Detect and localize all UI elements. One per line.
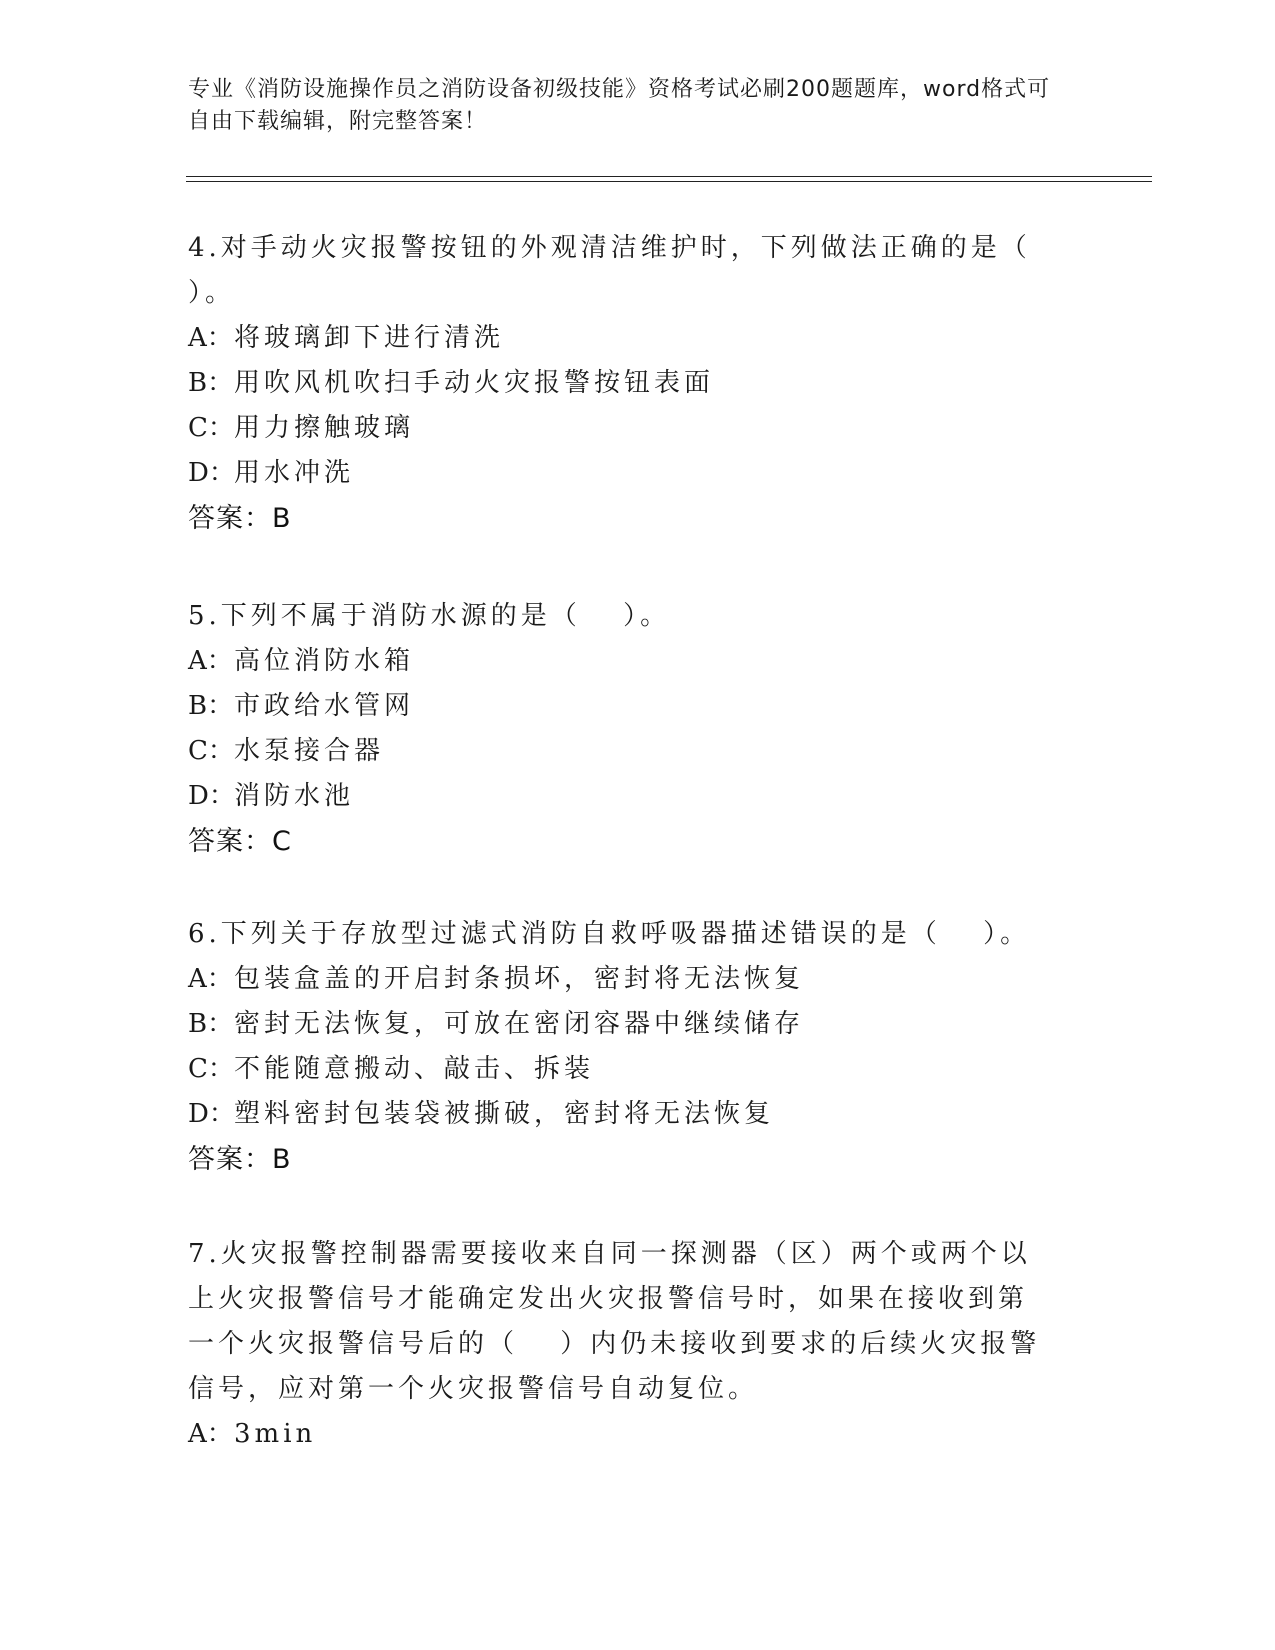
- option-key: B：: [188, 1009, 234, 1039]
- option-key: A：: [188, 964, 233, 994]
- question-stem: 7.火灾报警控制器需要接收来自同一探测器（区）两个或两个以上火灾报警信号才能确定发出火灾报警信号时，如果在接收到第一个火灾报警信号后的（ ）内仍未接收到要求的后续火灾报警信号，应对第一个火灾报警信号自动复位。: [188, 1239, 1041, 1404]
- question-5: [188, 594, 1048, 864]
- option-a: [188, 316, 1048, 361]
- option-text: 用力擦触玻璃: [234, 413, 415, 443]
- question-4: [188, 226, 1074, 541]
- option-b: [188, 1002, 1048, 1047]
- option-a: [188, 639, 1048, 684]
- option-c: [188, 1047, 1048, 1092]
- option-a: [188, 1412, 1048, 1457]
- option-b: [188, 361, 1048, 406]
- option-text: 用吹风机吹扫手动火灾报警按钮表面: [234, 368, 715, 398]
- question-stem: 5.下列不属于消防水源的是（ ）。: [188, 601, 671, 631]
- option-text: 3min: [234, 1419, 317, 1449]
- option-text: 包装盒盖的开启封条损坏，密封将无法恢复: [234, 964, 805, 994]
- option-key: D：: [188, 781, 235, 811]
- option-a: [188, 957, 1048, 1002]
- option-text: 消防水池: [234, 781, 355, 811]
- option-c: [188, 729, 1048, 774]
- header-divider-secondary: [186, 181, 1152, 182]
- option-text: 不能随意搬动、敲击、拆装: [234, 1054, 595, 1084]
- option-d: [188, 774, 1048, 819]
- option-text: 用水冲洗: [234, 458, 355, 488]
- option-key: A：: [188, 646, 233, 676]
- option-text: 市政给水管网: [234, 691, 415, 721]
- option-key: B：: [188, 368, 234, 398]
- option-key: C：: [188, 413, 234, 443]
- question-stem: 4.对手动火灾报警按钮的外观清洁维护时，下列做法正确的是（ ）。: [188, 233, 1074, 308]
- answer-label: 答案：B: [188, 1144, 292, 1175]
- option-text: 密封无法恢复，可放在密闭容器中继续储存: [234, 1009, 805, 1039]
- option-c: [188, 406, 1048, 451]
- header-divider: [186, 176, 1152, 177]
- option-text: 将玻璃卸下进行清洗: [234, 323, 505, 353]
- option-key: B：: [188, 691, 234, 721]
- answer-label: 答案：C: [188, 826, 292, 857]
- option-text: 塑料密封包装袋被撕破，密封将无法恢复: [234, 1099, 775, 1129]
- option-key: A：: [188, 1419, 233, 1449]
- option-d: [188, 451, 1048, 496]
- option-d: [188, 1092, 1048, 1137]
- option-text: 水泵接合器: [234, 736, 385, 766]
- question-stem: 6.下列关于存放型过滤式消防自救呼吸器描述错误的是（ ）。: [188, 919, 1031, 949]
- answer-label: 答案：B: [188, 503, 292, 534]
- option-text: 高位消防水箱: [234, 646, 415, 676]
- option-key: D：: [188, 458, 235, 488]
- option-key: C：: [188, 736, 234, 766]
- question-6: [188, 912, 1048, 1182]
- option-key: C：: [188, 1054, 234, 1084]
- document-header: 专业《消防设施操作员之消防设备初级技能》资格考试必刷200题题库，word格式可自由下载编辑，附完整答案！: [188, 77, 1051, 134]
- option-key: D：: [188, 1099, 235, 1129]
- question-7: [188, 1232, 1048, 1457]
- option-key: A：: [188, 323, 233, 353]
- option-b: [188, 684, 1048, 729]
